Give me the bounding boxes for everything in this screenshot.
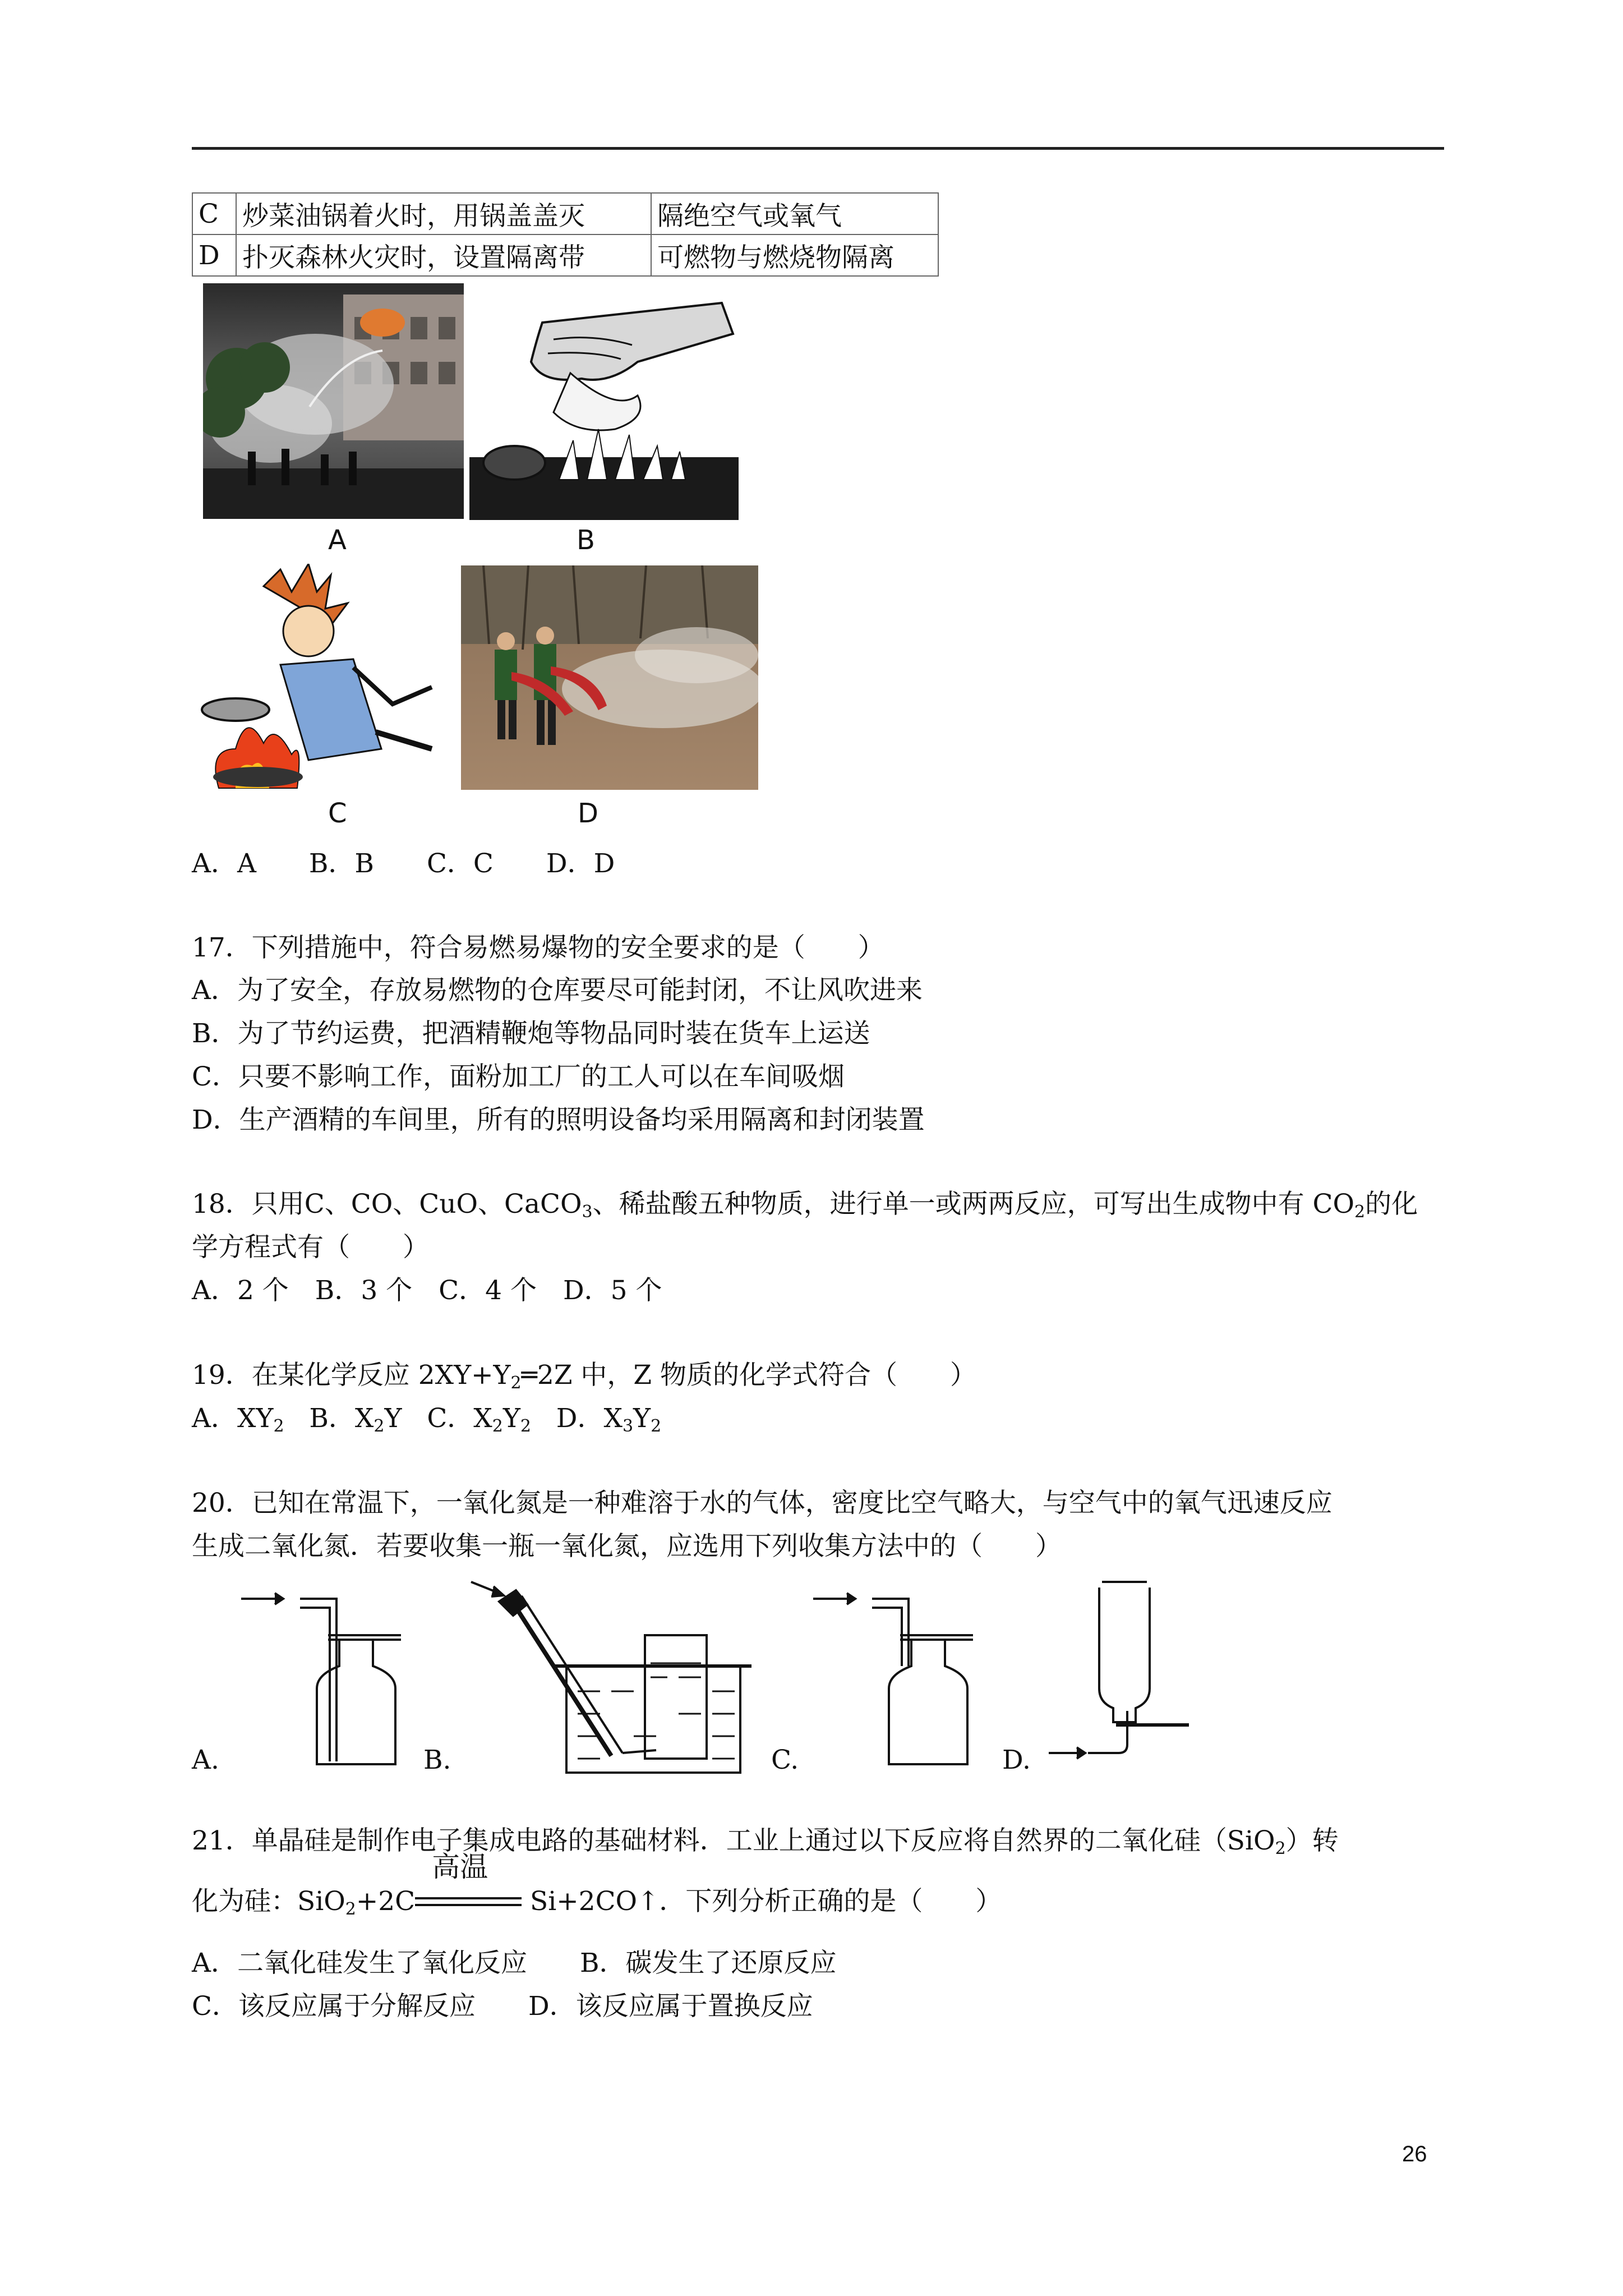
caption-a: A bbox=[328, 524, 347, 556]
q19-subscript: 2 bbox=[520, 1416, 531, 1436]
q20-label-c: C. bbox=[771, 1745, 799, 1775]
table-cell-principle: 隔绝空气或氧气 bbox=[651, 193, 938, 234]
q21-text: Si+2CO↑．下列分析正确的是（ ） bbox=[522, 1886, 1002, 1917]
photo-a-building-fire bbox=[203, 283, 464, 519]
header-rule bbox=[192, 147, 1444, 150]
caption-b: B bbox=[577, 524, 595, 556]
q19-text: ═2Z 中，Z 物质的化学式符合（ ） bbox=[521, 1360, 977, 1391]
q19-text: Y bbox=[502, 1403, 520, 1434]
q18-text: 的化 bbox=[1365, 1189, 1418, 1220]
q19-text: Y bbox=[633, 1403, 651, 1434]
q16-answer-options: A．A B．B C．C D．D bbox=[192, 848, 615, 879]
q20-line1: 20．已知在常温下，一氧化氮是一种难溶于水的气体，密度比空气略大，与空气中的氧气迅速反应 bbox=[192, 1488, 1332, 1519]
table-cell-letter: C bbox=[192, 193, 236, 234]
table-row bbox=[192, 193, 938, 234]
photo-d-forest-firebreak bbox=[461, 565, 758, 790]
q19-text: 19．在某化学反应 2XY+Y bbox=[192, 1360, 511, 1391]
photo-b-cloth-fire bbox=[469, 300, 739, 520]
q17-option-c: C．只要不影响工作，面粉加工厂的工人可以在车间吸烟 bbox=[192, 1061, 845, 1092]
q18-line2: 学方程式有（ ） bbox=[192, 1232, 429, 1263]
q19-subscript: 3 bbox=[622, 1416, 634, 1436]
q17-stem: 17．下列措施中，符合易燃易爆物的安全要求的是（ ） bbox=[192, 932, 884, 963]
q19-option-d: D．X bbox=[556, 1403, 623, 1434]
q21-subscript: 2 bbox=[345, 1899, 356, 1919]
q19-option-b: B．X bbox=[309, 1403, 374, 1434]
q19-subscript: 2 bbox=[492, 1416, 503, 1436]
q21-options-row1: A．二氧化硅发生了氧化反应 B．碳发生了还原反应 bbox=[192, 1948, 837, 1978]
q18-subscript: 3 bbox=[582, 1202, 593, 1222]
q17-option-a: A．为了安全，存放易燃物的仓库要尽可能封闭，不让风吹进来 bbox=[192, 975, 923, 1006]
q20-line2: 生成二氧化氮．若要收集一瓶一氧化氮，应选用下列收集方法中的（ ） bbox=[192, 1531, 1062, 1562]
q19-subscript: 2 bbox=[273, 1416, 284, 1436]
q20-label-d: D. bbox=[1002, 1745, 1031, 1775]
q20-label-b: B. bbox=[423, 1745, 451, 1775]
q21-text: 化为硅：SiO bbox=[192, 1886, 345, 1917]
q19-subscript: 2 bbox=[374, 1416, 385, 1436]
q18-text: 、稀盐酸五种物质，进行单一或两两反应，可写出生成物中有 CO bbox=[592, 1189, 1355, 1220]
photo-c-wok-fire bbox=[196, 564, 443, 794]
q19-text: Y bbox=[384, 1403, 402, 1434]
table-cell-letter: D bbox=[192, 234, 236, 276]
page-number: 26 bbox=[1402, 2142, 1427, 2166]
apparatus-b-water-displacement bbox=[465, 1571, 757, 1778]
q19-options bbox=[192, 1402, 661, 1435]
apparatus-a-upward-air bbox=[236, 1582, 415, 1773]
reaction-arrow bbox=[415, 1851, 522, 1918]
q19-option-c: C．X bbox=[427, 1403, 492, 1434]
q17-option-d: D．生产酒精的车间里，所有的照明设备均采用隔离和封闭装置 bbox=[192, 1105, 925, 1135]
table-cell-principle: 可燃物与燃烧物隔离 bbox=[651, 234, 938, 276]
q19-subscript: 2 bbox=[651, 1416, 662, 1436]
q21-options-row2: C．该反应属于分解反应 D．该反应属于置换反应 bbox=[192, 1991, 813, 2022]
apparatus-c-downward-air bbox=[808, 1582, 987, 1773]
caption-c: C bbox=[328, 798, 347, 829]
q18-options: A．2 个 B．3 个 C．4 个 D．5 个 bbox=[192, 1275, 662, 1306]
q21-text: 21．单晶硅是制作电子集成电路的基础材料．工业上通过以下反应将自然界的二氧化硅（SiO bbox=[192, 1825, 1275, 1856]
apparatus-d-inverted-bottle bbox=[1043, 1576, 1206, 1773]
q18-line1 bbox=[192, 1188, 1418, 1221]
q19-subscript: 2 bbox=[510, 1373, 522, 1393]
q19-option-a: A．XY bbox=[192, 1403, 274, 1434]
q21-line1 bbox=[192, 1824, 1339, 1858]
q21-subscript: 2 bbox=[1275, 1839, 1286, 1858]
q19-stem bbox=[192, 1359, 976, 1392]
q17-option-b: B．为了节约运费，把酒精鞭炮等物品同时装在货车上运送 bbox=[192, 1018, 870, 1049]
q21-text: ）转 bbox=[1285, 1825, 1339, 1856]
table-row bbox=[192, 234, 938, 276]
reaction-condition: 高温 bbox=[432, 1851, 488, 1883]
q21-text: +2C bbox=[356, 1886, 416, 1917]
q21-line2 bbox=[192, 1851, 1002, 1919]
options-table bbox=[192, 192, 939, 277]
q20-label-a: A. bbox=[192, 1745, 219, 1775]
q18-text: 18．只用C、CO、CuO、CaCO bbox=[192, 1189, 582, 1220]
caption-d: D bbox=[578, 798, 598, 829]
table-cell-measure: 炒菜油锅着火时，用锅盖盖灭 bbox=[236, 193, 651, 234]
q18-subscript: 2 bbox=[1354, 1202, 1366, 1222]
table-cell-measure: 扑灭森林火灾时，设置隔离带 bbox=[236, 234, 651, 276]
